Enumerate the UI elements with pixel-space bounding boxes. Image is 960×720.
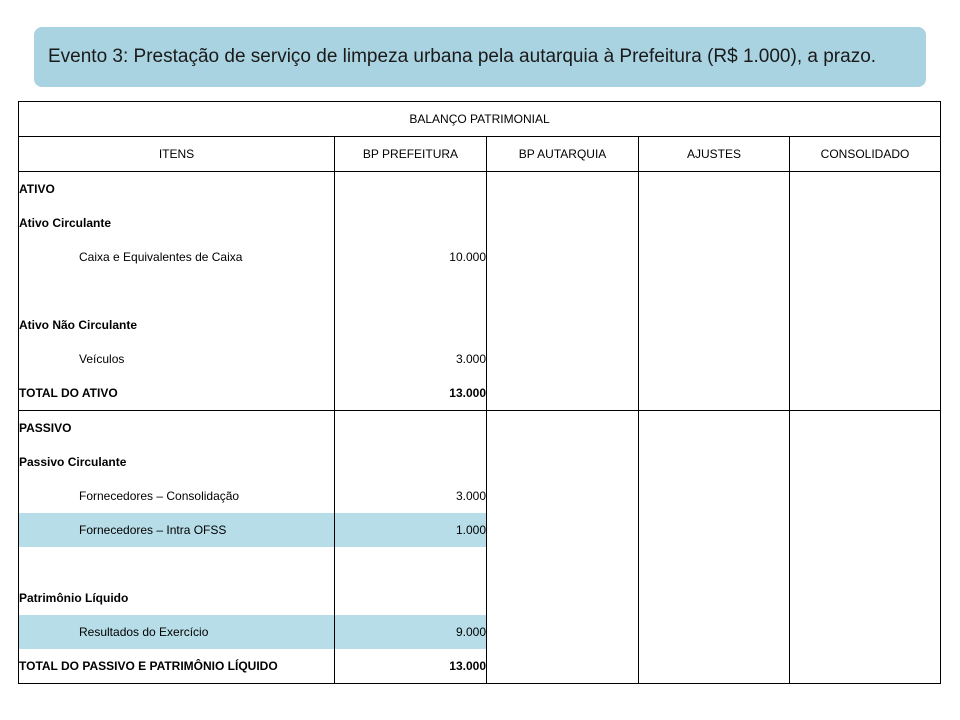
table-row	[19, 581, 941, 615]
total-passivo-prefeitura-value: 13.000	[335, 649, 487, 684]
table-row	[19, 376, 941, 411]
ativo-circulante-label: Ativo Circulante	[19, 206, 335, 240]
resultados-prefeitura-value: 9.000	[335, 615, 487, 649]
table-row-highlighted	[19, 615, 941, 649]
table-row	[19, 206, 941, 240]
table-row	[19, 445, 941, 479]
table-row	[19, 547, 941, 581]
veiculos-prefeitura-value: 3.000	[335, 342, 487, 376]
table-row	[19, 240, 941, 274]
total-ativo-prefeitura-value: 13.000	[335, 376, 487, 411]
caixa-label: Caixa e Equivalentes de Caixa	[19, 240, 335, 274]
passivo-header: PASSIVO	[19, 411, 335, 446]
fornecedores-consolidacao-label: Fornecedores – Consolidação	[19, 479, 335, 513]
table-row	[19, 308, 941, 342]
col-header-bp-prefeitura: BP PREFEITURA	[335, 137, 487, 172]
table-row-highlighted	[19, 513, 941, 547]
ativo-header: ATIVO	[19, 172, 335, 207]
col-header-consolidado: CONSOLIDADO	[790, 137, 941, 172]
resultados-label: Resultados do Exercício	[19, 615, 335, 649]
col-header-bp-autarquia: BP AUTARQUIA	[487, 137, 639, 172]
fornecedores-consolidacao-prefeitura-value: 3.000	[335, 479, 487, 513]
table-row	[19, 479, 941, 513]
col-header-itens: ITENS	[19, 137, 335, 172]
table-title: BALANÇO PATRIMONIAL	[19, 102, 941, 137]
table-row	[19, 342, 941, 376]
fornecedores-intra-prefeitura-value: 1.000	[335, 513, 487, 547]
table-row	[19, 411, 941, 446]
total-passivo-label: TOTAL DO PASSIVO E PATRIMÔNIO LÍQUIDO	[19, 649, 335, 684]
passivo-circulante-label: Passivo Circulante	[19, 445, 335, 479]
col-header-ajustes: AJUSTES	[639, 137, 790, 172]
event-description: Evento 3: Prestação de serviço de limpeza urbana pela autarquia à Prefeitura (R$ 1.000), a prazo.	[48, 46, 877, 67]
fornecedores-intra-label: Fornecedores – Intra OFSS	[19, 513, 335, 547]
total-ativo-label: TOTAL DO ATIVO	[19, 376, 335, 411]
patrimonio-liquido-label: Patrimônio Líquido	[19, 581, 335, 615]
table-title-row	[19, 102, 941, 137]
veiculos-label: Veículos	[19, 342, 335, 376]
column-header-row	[19, 137, 941, 172]
table-row	[19, 649, 941, 684]
table-row	[19, 172, 941, 207]
table-row	[19, 274, 941, 308]
event-banner	[34, 27, 926, 87]
ativo-nao-circulante-label: Ativo Não Circulante	[19, 308, 335, 342]
caixa-prefeitura-value: 10.000	[335, 240, 487, 274]
balance-sheet-table	[18, 101, 941, 684]
